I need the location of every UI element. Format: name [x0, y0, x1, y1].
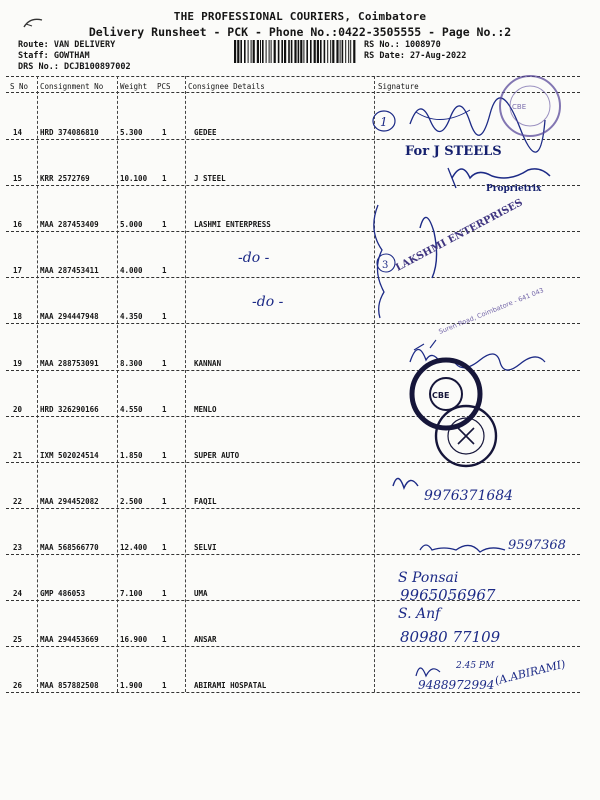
- barcode-bar: [278, 40, 280, 63]
- row-sno: 15: [13, 174, 23, 183]
- col-header-signature: Signature: [378, 82, 419, 91]
- barcode-bar: [353, 40, 355, 63]
- row-consignment-no: HRD 326290166: [40, 405, 99, 414]
- barcode-bar: [332, 40, 334, 63]
- row-weight: 1.900: [120, 681, 143, 690]
- barcode-bar: [281, 40, 283, 63]
- col-header-sno: S No: [10, 82, 29, 91]
- runsheet-title: Delivery Runsheet - PCK - Phone No.:0422-3505555 - Page No.:2: [88, 25, 512, 39]
- row-sno: 23: [13, 543, 23, 552]
- barcode-bar: [271, 40, 272, 63]
- barcode-bar: [248, 40, 249, 63]
- row-weight: 7.100: [120, 589, 143, 598]
- barcode-bar: [237, 40, 239, 63]
- j-steels-stamp: For J STEELS: [405, 144, 502, 159]
- row-consignee: J STEEL: [194, 174, 226, 183]
- name-row-26: (A.ABIRAMI): [493, 657, 567, 688]
- barcode-bar: [240, 40, 242, 63]
- col-header-consignee: Consignee Details: [188, 82, 265, 91]
- row-divider: [6, 554, 580, 555]
- row-consignment-no: MAA 294447948: [40, 312, 99, 321]
- svg-text:CBE: CBE: [512, 103, 527, 111]
- row-weight: 5.000: [120, 220, 143, 229]
- signature-row-20: [410, 340, 545, 370]
- row-pcs: 1: [162, 635, 167, 644]
- row-consignment-no: HRD 374086810: [40, 128, 99, 137]
- row-consignee: KANNAN: [194, 359, 222, 368]
- drs-number: DRS No.: DCJB100897002: [18, 62, 131, 72]
- row-sno: 24: [13, 589, 23, 598]
- row-sno: 14: [13, 128, 23, 137]
- barcode-bar: [298, 40, 300, 63]
- row-consignment-no: MAA 294453669: [40, 635, 99, 644]
- row-weight: 5.300: [120, 128, 143, 137]
- barcode-bar: [274, 40, 276, 63]
- row-consignment-no: MAA 294452082: [40, 497, 99, 506]
- row-pcs: 1: [162, 681, 167, 690]
- row-divider: [6, 370, 580, 371]
- row-consignment-no: GMP 486053: [40, 589, 86, 598]
- table-header-rule: [6, 92, 580, 93]
- barcode-bar: [234, 40, 236, 63]
- row-divider: [6, 416, 580, 417]
- svg-text:3: 3: [382, 260, 389, 271]
- barcode-bar: [266, 40, 267, 63]
- row-consignee: MENLO: [194, 405, 217, 414]
- row-pcs: 1: [162, 266, 167, 275]
- barcode-bar: [327, 40, 328, 63]
- barcode-bar: [330, 40, 331, 63]
- row-consignment-no: KRR 2572769: [40, 174, 90, 183]
- company-name: THE PROFESSIONAL COURIERS, Coimbatore: [173, 10, 427, 23]
- svg-text:1: 1: [380, 115, 388, 129]
- company-seal-row-14: [500, 76, 560, 136]
- row-weight: 16.900: [120, 635, 148, 644]
- barcode-bar: [320, 40, 322, 63]
- row-consignment-no: MAA 288753091: [40, 359, 99, 368]
- row-sno: 17: [13, 266, 23, 275]
- barcode-bar: [262, 40, 264, 63]
- row-consignment-no: IXM 502024514: [40, 451, 99, 460]
- row-consignee: GEDEE: [194, 128, 217, 137]
- row-consignee: UMA: [194, 589, 208, 598]
- signature-row-22: [393, 478, 418, 488]
- row-pcs: 1: [162, 497, 167, 506]
- name-row-24: S Ponsai: [398, 570, 459, 586]
- barcode-bar: [314, 40, 316, 63]
- barcode-bar: [342, 40, 344, 63]
- table-top-rule: [6, 76, 580, 77]
- ditto-mark-row-18: -do -: [252, 294, 284, 310]
- barcode-bar: [348, 40, 349, 63]
- route-label: Route: VAN DELIVERY: [18, 40, 116, 50]
- row-sno: 19: [13, 359, 23, 368]
- barcode-bar: [269, 40, 270, 63]
- rs-number: RS No.: 1008970: [364, 40, 441, 50]
- rs-date: RS Date: 27-Aug-2022: [364, 51, 467, 61]
- row-weight: 4.550: [120, 405, 143, 414]
- proprietrix-stamp: Proprietrix: [486, 184, 542, 194]
- barcode-bar: [291, 40, 293, 63]
- svg-text:CBE: CBE: [432, 391, 450, 400]
- row-pcs: 1: [162, 220, 167, 229]
- barcode-bar: [345, 40, 346, 63]
- phone-row-22: 9976371684: [424, 488, 514, 504]
- row-weight: 8.300: [120, 359, 143, 368]
- staff-label: Staff: GOWTHAM: [18, 51, 90, 61]
- row-pcs: 1: [162, 405, 167, 414]
- row-pcs: 1: [162, 174, 167, 183]
- barcode-bar: [284, 40, 286, 63]
- barcode-bar: [294, 40, 296, 63]
- barcode-bar: [244, 40, 246, 63]
- row-consignee: LASHMI ENTERPRESS: [194, 220, 271, 229]
- super-auto-seal: [436, 406, 496, 466]
- row-weight: 2.500: [120, 497, 143, 506]
- row-weight: 4.350: [120, 312, 143, 321]
- barcode: [234, 40, 358, 63]
- row-divider: [6, 462, 580, 463]
- barcode-bar: [253, 40, 255, 63]
- row-divider: [6, 231, 580, 232]
- row-divider: [6, 508, 580, 509]
- row-sno: 26: [13, 681, 23, 690]
- name-row-25: S. Anf: [398, 606, 441, 622]
- row-consignee: ANSAR: [194, 635, 217, 644]
- barcode-bar: [257, 40, 259, 63]
- svg-text:Suren Road, Coimbatore - 641 0: Suren Road, Coimbatore - 641 043: [437, 286, 545, 336]
- row-pcs: 1: [162, 312, 167, 321]
- phone-row-23: 9597368: [508, 538, 566, 553]
- row-consignment-no: MAA 287453411: [40, 266, 99, 275]
- barcode-bar: [260, 40, 261, 63]
- row-divider: [6, 323, 580, 324]
- row-weight: 4.000: [120, 266, 143, 275]
- row-sno: 20: [13, 405, 23, 414]
- phone-row-26: 9488972994: [418, 678, 495, 692]
- row-pcs: 1: [162, 359, 167, 368]
- barcode-bar: [350, 40, 351, 63]
- barcode-bar: [336, 40, 338, 63]
- col-header-pcs: PCS: [157, 82, 171, 91]
- row-divider: [6, 139, 580, 140]
- row-pcs: 1: [162, 543, 167, 552]
- barcode-bar: [251, 40, 252, 63]
- row-sno: 21: [13, 451, 23, 460]
- barcode-bar: [306, 40, 308, 63]
- barcode-bar: [310, 40, 312, 63]
- row-divider: [6, 277, 580, 278]
- time-note-row-26: 2.45 PM: [456, 661, 495, 671]
- row-sno: 25: [13, 635, 23, 644]
- phone-row-24: 9965056967: [400, 586, 496, 604]
- col-header-consignment: Consignment No: [40, 82, 104, 91]
- row-consignee: FAQIL: [194, 497, 217, 506]
- row-pcs: 1: [162, 589, 167, 598]
- row-consignment-no: MAA 287453409: [40, 220, 99, 229]
- row-sno: 22: [13, 497, 23, 506]
- row-consignment-no: MAA 568566770: [40, 543, 99, 552]
- row-consignee: SELVI: [194, 543, 217, 552]
- row-consignee: SUPER AUTO: [194, 451, 240, 460]
- row-divider: [6, 646, 580, 647]
- signature-row-26: [416, 668, 440, 676]
- row-sno: 16: [13, 220, 23, 229]
- row-weight: 10.100: [120, 174, 148, 183]
- barcode-bar: [303, 40, 304, 63]
- row-pcs: 1: [162, 451, 167, 460]
- row-consignment-no: MAA 857882508: [40, 681, 99, 690]
- row-consignee: ABIRAMI HOSPATAL: [194, 681, 267, 690]
- row-weight: 1.850: [120, 451, 143, 460]
- ditto-mark-row-17: -do -: [238, 250, 270, 266]
- barcode-bar: [340, 40, 341, 63]
- barcode-bar: [300, 40, 302, 63]
- row-pcs: 1: [162, 128, 167, 137]
- row-sno: 18: [13, 312, 23, 321]
- lakshmi-enterprises-stamp: LAKSHMI ENTERPRISES: [394, 197, 525, 274]
- col-header-weight: Weight: [120, 82, 148, 91]
- row-divider: [6, 692, 580, 693]
- row-weight: 12.400: [120, 543, 148, 552]
- barcode-bar: [317, 40, 319, 63]
- barcode-bar: [324, 40, 326, 63]
- signature-row-23: [420, 545, 505, 552]
- barcode-bar: [288, 40, 290, 63]
- phone-row-25: 80980 77109: [400, 628, 501, 646]
